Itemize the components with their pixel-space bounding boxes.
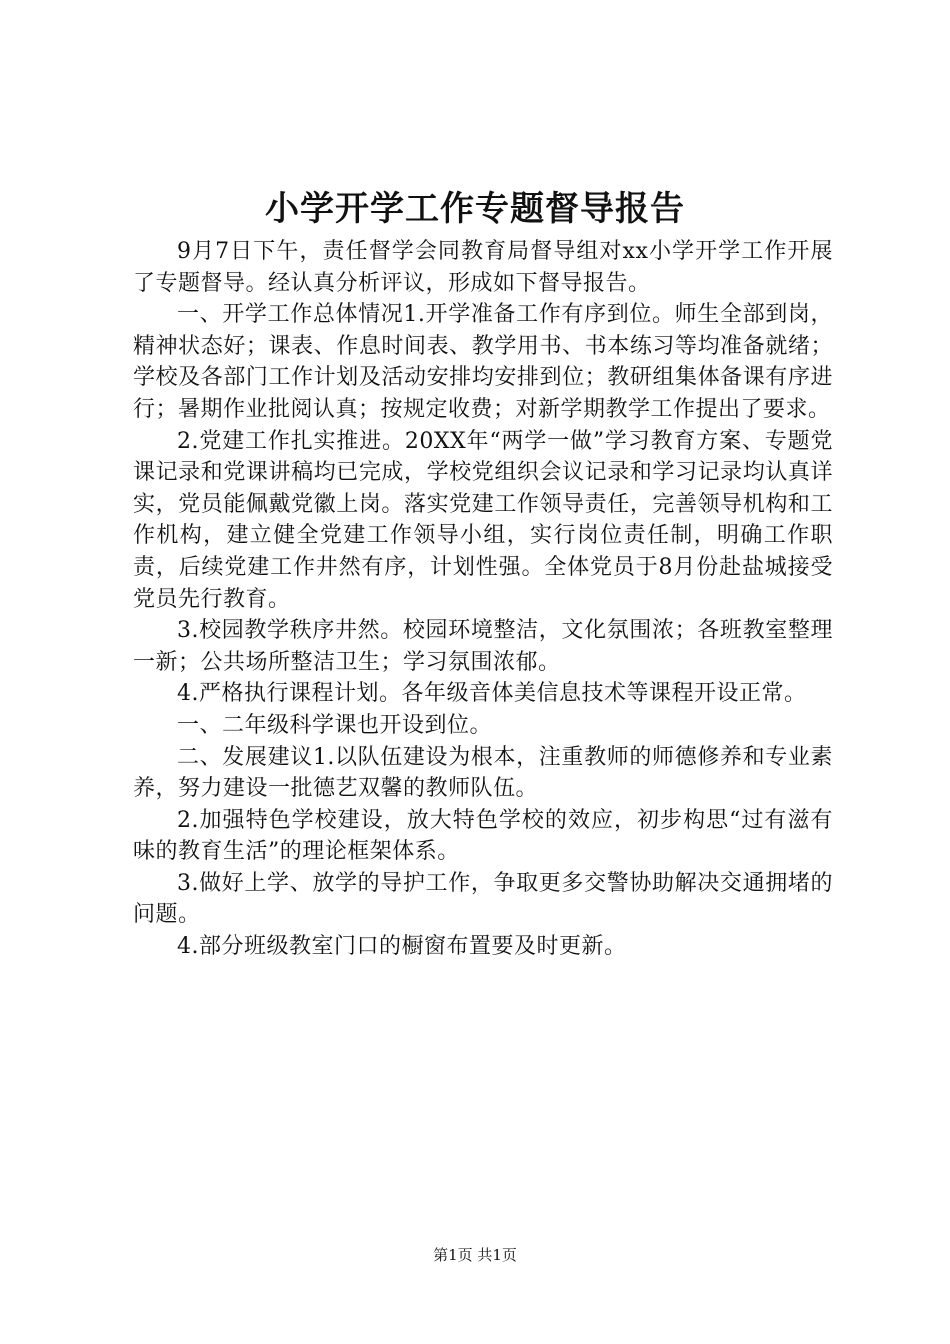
paragraph-intro: 9月7日下午，责任督学会同教育局督导组对xx小学开学工作开展了专题督导。经认真分析评议，形成如下督导报告。 — [133, 239, 833, 296]
paragraph-curriculum: 4.严格执行课程计划。各年级音体美信息技术等课程开设正常。 — [177, 681, 807, 707]
paragraph-campus-order: 3.校园教学秩序井然。校园环境整洁，文化氛围浓；各班教室整理一新；公共场所整洁卫生；学习氛围浓郁。 — [133, 618, 833, 675]
paragraph-suggestion-2: 2.加强特色学校建设，放大特色学校的效应，初步构思“过有滋有味的教育生活”的理论框架体系。 — [133, 807, 833, 865]
paragraph-overview: 一、开学工作总体情况1.开学准备工作有序到位。师生全部到岗，精神状态好；课表、作息时间表、教学用书、书本练习等均准备就绪；学校及各部门工作计划及活动安排均安排到位；教研组集体备课有序进行；暑期作业批阅认真；按规定收费；对新学期教学工作提出了要求。 — [133, 302, 833, 422]
paragraph-suggestion-1: 二、发展建议1.以队伍建设为根本，注重教师的师德修养和专业素养，努力建设一批德艺双馨的教师队伍。 — [133, 744, 833, 802]
paragraph-science-class: 一、二年级科学课也开设到位。 — [177, 712, 493, 738]
paragraph-suggestion-3: 3.做好上学、放学的导护工作，争取更多交警协助解决交通拥堵的问题。 — [133, 870, 833, 928]
paragraph-party-building: 2.党建工作扎实推进。20XX年“两学一做”学习教育方案、专题党课记录和党课讲稿均已完成，学校党组织会议记录和学习记录均认真详实，党员能佩戴党徽上岗。落实党建工作领导责任，完善领导机构和工作机构，建立健全党建工作领导小组，实行岗位责任制，明确工作职责，后续党建工作井然有序，计划性强。全体党员于8月份赴盐城接受党员先行教育。 — [133, 428, 833, 612]
document-body — [133, 236, 833, 963]
paragraph-suggestion-4: 4.部分班级教室门口的橱窗布置要及时更新。 — [177, 934, 627, 960]
page-footer: 第1页 共1页 — [433, 1246, 517, 1264]
document-title: 小学开学工作专题督导报告 — [265, 189, 685, 229]
